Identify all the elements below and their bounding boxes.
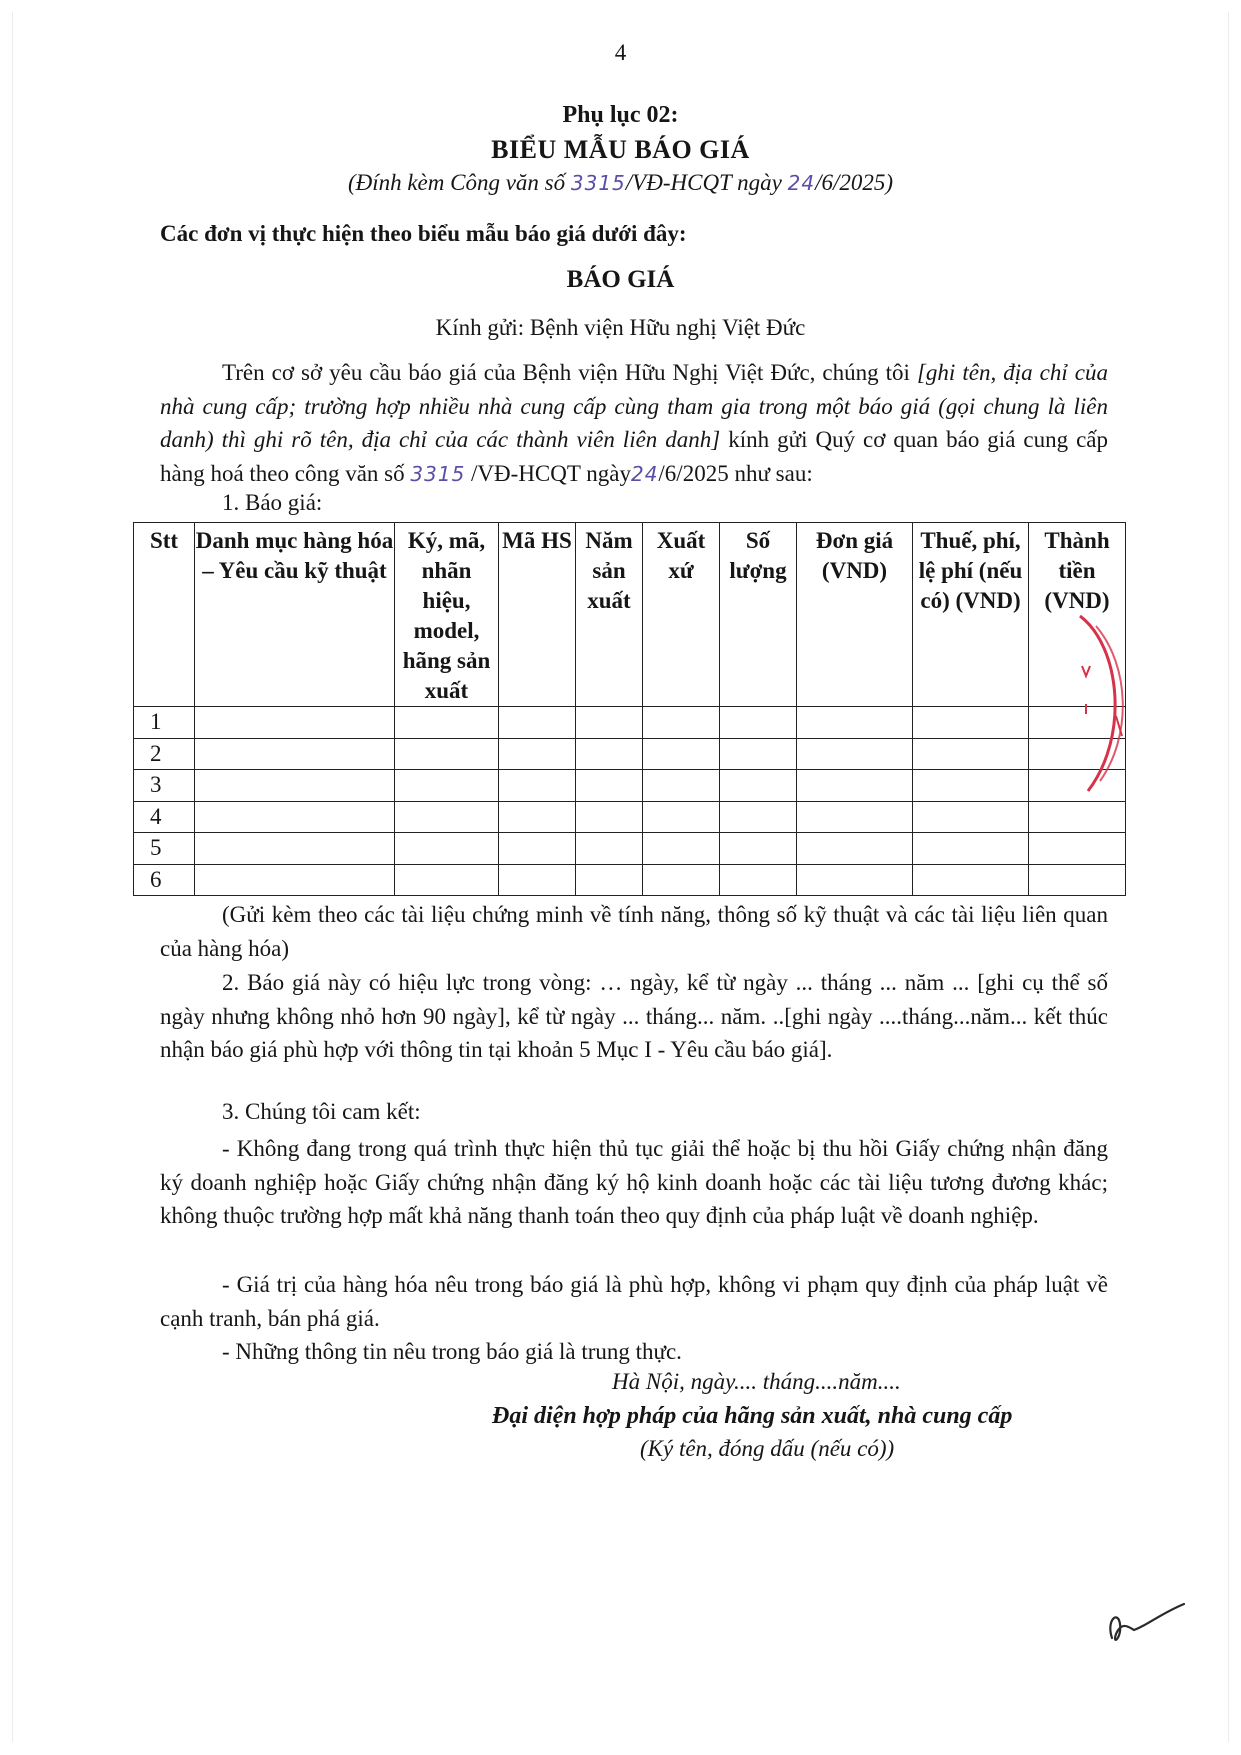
table-cell[interactable] [913,738,1029,770]
table-cell[interactable] [797,864,913,896]
table-cell[interactable] [576,833,643,865]
table-cell[interactable] [195,738,395,770]
table-cell[interactable] [1029,833,1126,865]
intro-bracket: [ghi tên, địa chỉ của nhà cung cấp; trường hợp nhiều nhà cung cấp cùng tham gia trong một báo giá (gọi chung là liên danh) thì ghi rõ tên, địa chỉ của các thành viên liên danh] [160,360,1108,452]
table-row [134,864,1126,896]
table-cell[interactable] [797,833,913,865]
table-cell[interactable] [499,770,576,802]
table-cell[interactable] [720,770,797,802]
table-cell[interactable] [643,833,720,865]
form-title: BIỂU MẪU BÁO GIÁ [491,135,750,164]
table-cell[interactable] [720,707,797,739]
instruction-text: Các đơn vị thực hiện theo biểu mẫu báo giá dưới đây: [160,221,687,246]
table-cell[interactable] [643,738,720,770]
row-number: 1 [134,707,195,739]
table-cell[interactable] [913,770,1029,802]
table-cell[interactable] [576,801,643,833]
table-cell[interactable] [195,864,395,896]
initials-signature [1100,1590,1190,1660]
table-cell[interactable] [195,707,395,739]
row-number: 2 [134,738,195,770]
table-row [134,801,1126,833]
intro-doc-mid: /VĐ-HCQT ngày [471,460,631,486]
table-cell[interactable] [395,801,499,833]
signature-note: (Ký tên, đóng dấu (nếu có)) [640,1436,895,1461]
table-cell[interactable] [913,864,1029,896]
table-header-row [134,523,1126,707]
table-cell[interactable] [195,833,395,865]
table-row [134,770,1126,802]
commitment-3: - Những thông tin nêu trong báo giá là trung thực. [222,1339,682,1364]
header-origin: Xuất xứ [643,523,720,707]
table-cell[interactable] [913,833,1029,865]
table-cell[interactable] [797,801,913,833]
doc-number-handwritten: 3315 [570,171,626,195]
table-cell[interactable] [195,770,395,802]
header-hs-code: Mã HS [499,523,576,707]
table-cell[interactable] [499,801,576,833]
table-cell[interactable] [720,801,797,833]
table-cell[interactable] [913,707,1029,739]
table-cell[interactable] [913,801,1029,833]
table-cell[interactable] [643,707,720,739]
table-cell[interactable] [499,738,576,770]
table-cell[interactable] [797,770,913,802]
section-1-label: 1. Báo giá: [222,490,323,515]
red-stamp-edge [1060,596,1130,816]
table-cell[interactable] [720,738,797,770]
attachment-suffix: /6/2025) [815,170,894,195]
table-cell[interactable] [395,707,499,739]
intro-lead: Trên cơ sở yêu cầu báo giá của Bệnh viện Hữu Nghị Việt Đức, chúng tôi [222,360,910,385]
table-cell[interactable] [1029,864,1126,896]
attachment-prefix: (Đính kèm Công văn số [347,170,566,195]
quotation-table [133,522,1126,896]
table-row [134,707,1126,739]
signature-representative: Đại diện hợp pháp của hãng sản xuất, nhà cung cấp [492,1403,1013,1429]
attachment-line [0,170,1241,196]
header-manufacture-year: Năm sản xuất [576,523,643,707]
intro-doc-day: 24 [630,461,659,486]
table-cell[interactable] [395,738,499,770]
row-number: 3 [134,770,195,802]
header-brand-model: Ký, mã, nhãn hiệu, model, hãng sản xuất [395,523,499,707]
attachment-mid: /VĐ-HCQT ngày [625,170,782,195]
header-unit-price: Đơn giá (VND) [797,523,913,707]
commitment-1: - Không đang trong quá trình thực hiện thủ tục giải thể hoặc bị thu hồi Giấy chứng nhận đăng ký doanh nghiệp hoặc Giấy chứng nhận đăng ký hộ kinh doanh hoặc các tài liệu tương đương khác; không thuộc trường hợp mất khả năng thanh toán theo quy định của pháp luật về doanh nghiệp. [160,1136,1108,1228]
table-cell[interactable] [797,738,913,770]
table-cell[interactable] [643,770,720,802]
table-row [134,738,1126,770]
quote-title: BÁO GIÁ [566,266,675,293]
table-cell[interactable] [499,833,576,865]
table-cell[interactable] [395,833,499,865]
table-cell[interactable] [195,801,395,833]
table-cell[interactable] [643,864,720,896]
table-cell[interactable] [576,864,643,896]
appendix-title: Phụ lục 02: [562,102,679,128]
doc-day-handwritten: 24 [787,171,816,195]
header-total: Thành tiền (VND) [1029,523,1126,707]
intro-paragraph [160,356,1108,491]
table-cell[interactable] [576,770,643,802]
validity-paragraph: 2. Báo giá này có hiệu lực trong vòng: … ngày, kể từ ngày ... tháng ... năm ... [ghi cụ thể số ngày nhưng không nhỏ hơn 90 ngày], kể từ ngày ... tháng... năm. ..[ghi ngày ....tháng...năm... kết thúc nhận báo giá phù hợp với thông tin tại khoản 5 Mục I - Yêu cầu báo giá]. [160,970,1108,1062]
header-tax-fee: Thuế, phí, lệ phí (nếu có) (VND) [913,523,1029,707]
table-cell[interactable] [720,833,797,865]
row-number: 5 [134,833,195,865]
intro-tail: kính gửi Quý cơ quan báo giá cung cấp hàng hoá theo công văn số [160,427,1109,486]
table-cell[interactable] [395,864,499,896]
addressee: Kính gửi: Bệnh viện Hữu nghị Việt Đức [435,315,806,340]
row-number: 4 [134,801,195,833]
table-cell[interactable] [643,801,720,833]
table-cell[interactable] [797,707,913,739]
attachment-note: (Gửi kèm theo các tài liệu chứng minh về tính năng, thông số kỹ thuật và các tài liệu liên quan của hàng hóa) [160,902,1108,961]
table-row [134,833,1126,865]
signature-place-date: Hà Nội, ngày.... tháng....năm.... [612,1369,901,1394]
page-number: 4 [614,40,627,65]
table-cell[interactable] [395,770,499,802]
table-cell[interactable] [499,864,576,896]
row-number: 6 [134,864,195,896]
table-cell[interactable] [576,738,643,770]
table-cell[interactable] [576,707,643,739]
commitment-title: 3. Chúng tôi cam kết: [222,1099,421,1124]
header-quantity: Số lượng [720,523,797,707]
commitment-2: - Giá trị của hàng hóa nêu trong báo giá là phù hợp, không vi phạm quy định của pháp luật về cạnh tranh, bán phá giá. [160,1272,1108,1331]
table-cell[interactable] [499,707,576,739]
header-stt: Stt [134,523,195,707]
intro-doc-number: 3315 [410,461,466,486]
intro-doc-end: /6/2025 như sau: [658,460,813,486]
header-item-description: Danh mục hàng hóa – Yêu cầu kỹ thuật [195,523,395,707]
table-cell[interactable] [720,864,797,896]
